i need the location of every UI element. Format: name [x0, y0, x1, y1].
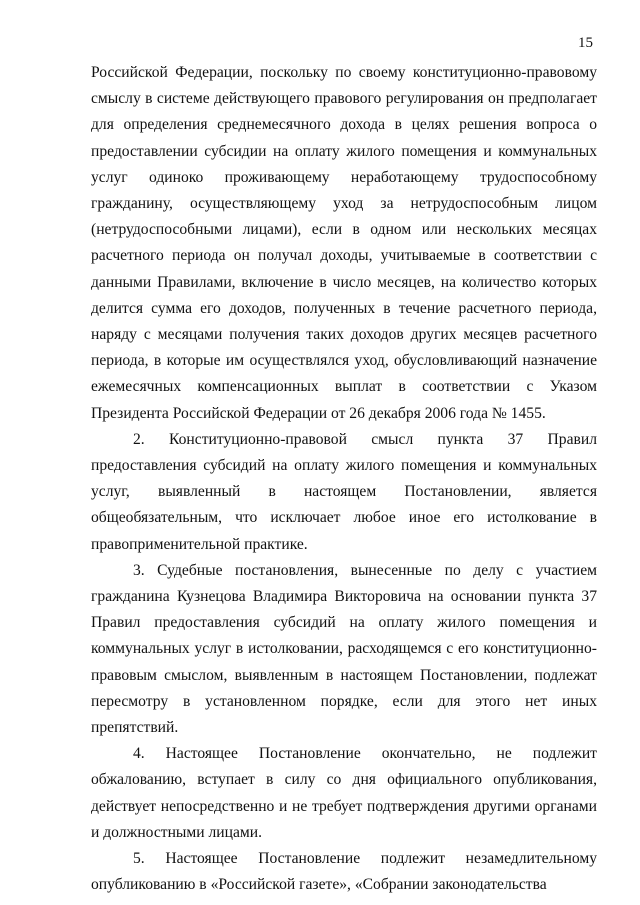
page-number: 15: [578, 35, 593, 51]
paragraph-item-4: 4. Настоящее Постановление окончательно, не подлежит обжалованию, вступает в силу со дня официального опубликования, действует непосредственно и не требует подтверждения другими органами и должностными лицами.: [91, 745, 597, 841]
document-body: [91, 60, 597, 899]
paragraph-continuation: Российской Федерации, поскольку по своему конституционно-правовому смыслу в системе действующего правового регулирования он предполагает для определения среднемесячного дохода в целях решения вопроса о предоставлении субсидии на оплату жилого помещения и коммунальных услуг одиноко проживающему неработающему трудоспособному гражданину, осуществляющему уход за нетрудоспособным лицом (нетрудоспособными лицами), если в одном или нескольких месяцах расчетного периода он получал доходы, учитываемые в соответствии с данными Правилами, включение в число месяцев, на количество которых делится сумма его доходов, полученных в течение расчетного периода, наряду с месяцами получения таких доходов других месяцев расчетного периода, в которые им осуществлялся уход, обусловливающий назначение ежемесячных компенсационных выплат в соответствии с Указом Президента Российской Федерации от 26 декабря 2006 года № 1455.: [91, 64, 597, 422]
paragraph-item-2: 2. Конституционно-правовой смысл пункта 37 Правил предоставления субсидий на оплату жилого помещения и коммунальных услуг, выявленный в настоящем Постановлении, является общеобязательным, что исключает любое иное его истолкование в правоприменительной практике.: [91, 430, 597, 553]
paragraph-item-5: 5. Настоящее Постановление подлежит незамедлительному опубликованию в «Российской газете», «Собрании законодательства: [91, 850, 597, 894]
paragraph-item-3: 3. Судебные постановления, вынесенные по делу с участием гражданина Кузнецова Владимира Викторовича на основании пункта 37 Правил предоставления субсидий на оплату жилого помещения и коммунальных услуг в истолковании, расходящемся с его конституционно-правовым смыслом, выявленным в настоящем Постановлении, подлежат пересмотру в установленном порядке, если для этого нет иных препятствий.: [91, 561, 597, 737]
